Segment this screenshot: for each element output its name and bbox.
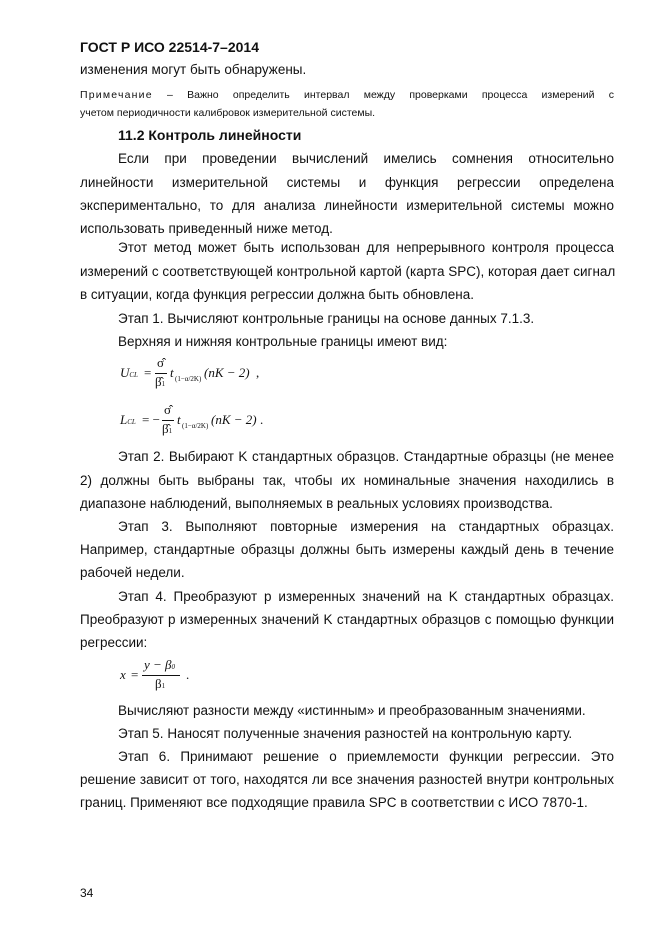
- x-num-sub: 0: [171, 663, 176, 671]
- ucl-tail: ,: [256, 365, 260, 380]
- formula-x: [120, 657, 240, 697]
- section-title: 11.2 Контроль линейности: [118, 127, 302, 143]
- lcl-den-sub: 1: [168, 427, 173, 435]
- lcl-t: t: [177, 412, 181, 427]
- ucl-lhs-sub: CL: [129, 371, 138, 379]
- ucl-symbol: U: [120, 365, 130, 380]
- lcl-lhs-sub: CL: [127, 418, 136, 426]
- step6-line-3: границ. Применяют все подходящие правила SPC в соответствии с ИСО 7870-1.: [80, 795, 588, 810]
- lcl-arg: (nK − 2): [211, 412, 257, 427]
- p2-line-1: Этот метод может быть использован для непрерывного контроля процесса: [118, 240, 614, 255]
- step3-line-2: Например, стандартные образцы должны быть измерены каждый день в течение: [80, 542, 614, 557]
- lcl-den-symbol: β̂: [162, 421, 169, 436]
- intro-line: изменения могут быть обнаружены.: [80, 62, 307, 77]
- step2-line-3: диапазоне наблюдений, выполняемых в реальных условиях производства.: [80, 496, 553, 511]
- ucl-lhs: [120, 365, 138, 381]
- step6-line-1: Этап 6. Принимают решение о приемлемости функции регрессии. Это: [118, 749, 614, 764]
- ucl-num: σ̂: [157, 355, 165, 370]
- ucl-arg: (nK − 2): [204, 365, 250, 380]
- step3-line-3: рабочей недели.: [80, 565, 185, 580]
- x-eq: =: [131, 667, 139, 682]
- p2-line-2: измерений с соответствующей контрольной картой (карта SPC), которая дает сигнал: [80, 264, 616, 279]
- lcl-t-sub: (1−α/2K): [182, 422, 209, 430]
- after-line-1: Вычисляют разности между «истинным» и преобразованным значениями.: [118, 703, 586, 718]
- lcl-den: [162, 421, 172, 437]
- note-line-2: учетом периодичности калибровок измерительной системы.: [80, 107, 376, 119]
- ucl-eq: =: [144, 365, 152, 380]
- x-num: [144, 657, 175, 673]
- note-label: Примечание: [80, 89, 153, 101]
- x-num-expr: y − β: [144, 657, 172, 672]
- lcl-eq: = −: [142, 412, 160, 427]
- x-den: [155, 676, 165, 692]
- p2-line-3: в ситуации, когда функция регрессии должна быть обновлена.: [80, 287, 474, 302]
- note-text-1: – Важно определить интервал между проверками процесса измерений с: [167, 89, 614, 101]
- p1-line-3: экспериментально, то для анализа линейности измерительной системы можно: [80, 198, 614, 213]
- step2-line-1: Этап 2. Выбирают K стандартных образцов. Стандартные образцы (не менее: [118, 449, 614, 464]
- lcl-symbol: L: [120, 412, 128, 427]
- formula-ucl: [120, 355, 320, 395]
- step6-line-2: решение зависит от того, находятся ли все значения разностей внутри контрольных: [80, 772, 614, 787]
- x-den-sub: 1: [161, 682, 166, 690]
- ucl-den-symbol: β̂: [155, 374, 162, 389]
- x-tail: .: [186, 667, 190, 682]
- lcl-tail: .: [260, 412, 264, 427]
- formula-lcl: [120, 402, 320, 442]
- ucl-t: t: [170, 365, 174, 380]
- step4-line-3: регрессии:: [80, 635, 148, 650]
- step4-line-1: Этап 4. Преобразуют p измеренных значений на K стандартных образцах.: [118, 589, 614, 604]
- step1-line-1: Этап 1. Вычисляют контрольные границы на основе данных 7.1.3.: [118, 311, 535, 326]
- x-den-symbol: β: [155, 676, 162, 691]
- x-lhs: x: [120, 667, 126, 682]
- ucl-t-sub: (1−α/2K): [175, 375, 202, 383]
- lcl-lhs: [120, 412, 136, 428]
- step2-line-2: 2) должны быть выбраны так, чтобы их номинальные значения находились в: [80, 473, 614, 488]
- page-number: 34: [80, 886, 94, 900]
- ucl-den-sub: 1: [161, 380, 166, 388]
- p1-line-2: линейности измерительной системы и функция регрессии определена: [80, 175, 614, 190]
- note-line-1: [80, 89, 614, 101]
- step1-line-2: Верхняя и нижняя контрольные границы имеют вид:: [118, 334, 448, 349]
- step4-line-2: Преобразуют p измеренных значений K стандартных образцов с помощью функции: [80, 612, 614, 627]
- p1-line-1: Если при проведении вычислений имелись сомнения относительно: [118, 151, 614, 166]
- step3-line-1: Этап 3. Выполняют повторные измерения на стандартных образцах.: [118, 519, 614, 534]
- after-line-2: Этап 5. Наносят полученные значения разностей на контрольную карту.: [118, 726, 573, 741]
- p1-line-4: использовать приведенный ниже метод.: [80, 221, 333, 236]
- ucl-den: [155, 374, 165, 390]
- lcl-num: σ̂: [164, 402, 172, 417]
- document-header: ГОСТ Р ИСО 22514-7–2014: [80, 39, 259, 55]
